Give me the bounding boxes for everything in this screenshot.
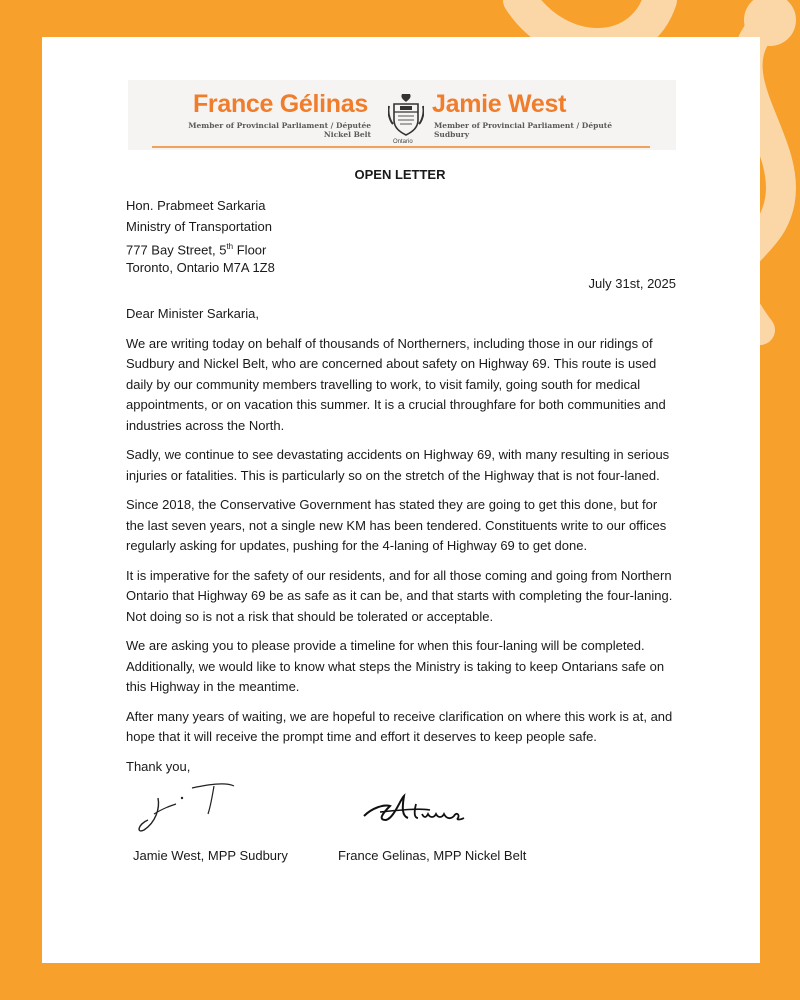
recipient-name: Hon. Prabmeet Sarkaria: [126, 198, 266, 213]
body-paragraph: We are asking you to please provide a timeline for when this four-laning will be completed. Additionally, we would like to know what steps the Ministry is taking to keep Ontarians safe on this Highway in the meantime.: [126, 638, 665, 694]
letterhead-right-name: Jamie West: [432, 90, 567, 118]
letter-body: [126, 304, 676, 786]
signatory-right: France Gelinas, MPP Nickel Belt: [338, 848, 527, 863]
closing: Thank you,: [126, 758, 191, 774]
ontario-crest-icon: [388, 92, 424, 138]
france-gelinas-signature: [360, 790, 480, 830]
letterhead-right-role-title: Member of Provincial Parliament / Député: [434, 121, 613, 130]
street-prefix: 777 Bay Street, 5: [126, 242, 227, 258]
recipient-ministry: Ministry of Transportation: [126, 218, 272, 234]
letterhead-divider: [152, 146, 650, 148]
recipient-city: Toronto, Ontario M7A 1Z8: [126, 259, 275, 275]
jamie-west-signature: [130, 778, 240, 838]
crest-caption: Ontario: [393, 139, 413, 145]
letterhead-right-riding: Sudbury: [434, 130, 470, 139]
letterhead-left-role-title: Member of Provincial Parliament / Députée: [188, 121, 371, 130]
body-paragraph: Sadly, we continue to see devastating accidents on Highway 69, with many resulting in serious injuries or fatalities. This is particularly so on the stretch of the Highway that is not four-laned.: [126, 447, 670, 483]
street-suffix: Floor: [233, 242, 267, 258]
recipient-address: [126, 196, 676, 278]
letterhead-left-riding: Nickel Belt: [323, 130, 371, 139]
body-paragraph: After many years of waiting, we are hopeful to receive clarification on where this work is at, and hope that it will receive the prompt time and effort it deserves to keep people safe.: [126, 708, 673, 744]
letter-title: OPEN LETTER: [354, 167, 446, 182]
letterhead-left-name: France Gélinas: [192, 90, 368, 118]
body-paragraph: Since 2018, the Conservative Government has stated they are going to get this done, but for the last seven years, not a single new KM has been tendered. Constituents write to our offices regularly asking for updates, pushing for the 4-laning of Highway 69 to get done.: [126, 497, 667, 553]
letter-date: July 31st, 2025: [588, 276, 676, 291]
street-ordinal: th: [226, 242, 234, 251]
body-paragraph: It is imperative for the safety of our residents, and for all those coming and going from Northern Ontario that Highway 69 be as safe as it can be, and that starts with completing the four-laning. Not doing so is not a risk that should be tolerated or acceptable.: [126, 567, 673, 624]
letterhead: [128, 80, 676, 150]
body-paragraph: We are writing today on behalf of thousands of Northerners, including those in our ridings of Sudbury and Nickel Belt, who are concerned about safety on Highway 69. This route is used daily by our community members travelling to work, to visit family, going south for medical appointments, or on vacation this summer. It is a crucial throughfare for both communities and industries across the North.: [126, 335, 666, 433]
salutation: Dear Minister Sarkaria,: [126, 306, 259, 321]
signatory-left: Jamie West, MPP Sudbury: [133, 848, 288, 863]
recipient-street: [126, 237, 676, 258]
letterhead-left-role: [188, 121, 371, 139]
letterhead-right-role: [434, 121, 612, 139]
